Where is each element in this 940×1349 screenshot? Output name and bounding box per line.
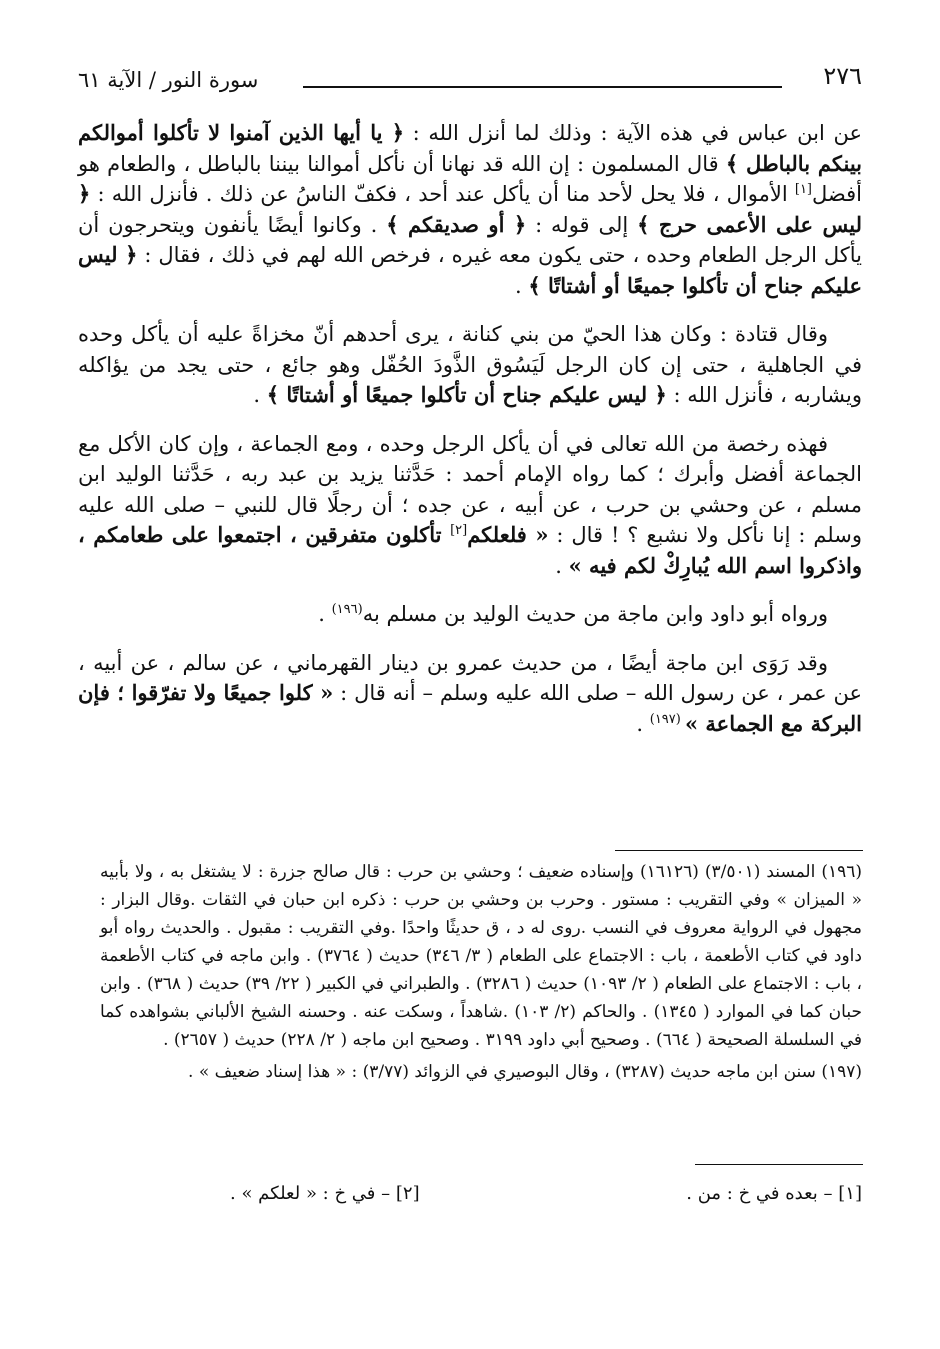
variant-note-1: [١] – بعده في خ : من . xyxy=(686,1183,862,1204)
variant-ref: [٢] xyxy=(450,523,468,538)
paragraph-3 xyxy=(78,429,862,582)
main-text xyxy=(78,118,862,757)
quran-quote: ﴿ أو صديقكم ﴾ xyxy=(386,211,527,237)
variant-note-2: [٢] – في خ : « لعلكم » . xyxy=(230,1183,420,1204)
paragraph-1 xyxy=(78,118,862,301)
hadith-quote: « كلوا جميعًا ولا تفرّقوا ؛ فإن البركة مع الجماعة » xyxy=(78,680,862,736)
text-run: . xyxy=(636,711,650,736)
text-run: فهذه رخصة من الله تعالى في أن يأكل الرجل وحده ، ومع الجماعة ، وإن كان الأكل مع الجماعة أفضل وأبرك ؛ كما رواه الإمام أحمد : حَدَّثنا يزيد بن عبد ربه ، حَدَّثنا الوليد ابن مسلم ، عن وحشي بن حرب ، عن أبيه ، عن جده ؛ أن رجلًا قال للنبي – صلى الله عليه وسلم : إنا نأكل ولا نشبع ؟ ! قال : xyxy=(78,431,863,547)
text-run: إلى قوله : xyxy=(526,212,638,237)
footnote-ref: (١٩٦) xyxy=(331,602,363,617)
page-header xyxy=(78,58,862,98)
footnote-ref: (١٩٧) xyxy=(649,711,685,727)
text-run: . xyxy=(555,553,569,578)
text-run: عن ابن عباس في هذه الآية : وذلك لما أنزل الله : xyxy=(404,121,863,145)
paragraph-2 xyxy=(78,319,862,411)
text-run: . xyxy=(253,383,267,407)
hadith-quote: « فلعلكم xyxy=(467,522,549,547)
header-rule xyxy=(303,86,782,88)
hadith-quote: تأكلون متفرقين ، اجتمعوا على طعامكم ، واذكروا اسم الله يُبارِكْ لكم فيه » xyxy=(78,522,862,578)
quran-quote: ﴿ يا أيها الذين آمنوا لا تأكلوا أموالكم بينكم بالباطل ﴾ xyxy=(78,120,862,176)
running-title: سورة النور / الآية ٦١ xyxy=(78,68,259,92)
footnotes-rule xyxy=(615,850,863,851)
quran-quote: ﴿ ليس على الأعمى حرج ﴾ xyxy=(78,181,862,237)
variants-rule xyxy=(695,1164,863,1165)
quran-quote: ﴿ ليس عليكم جناح أن تأكلوا جميعًا أو أشتاتًا ﴾ xyxy=(78,242,862,298)
footnotes xyxy=(100,858,862,1090)
text-run: . xyxy=(514,273,529,298)
quran-quote: ﴿ ليس عليكم جناح أن تأكلوا جميعًا أو أشتاتًا ﴾ xyxy=(266,382,667,407)
text-run: قال المسلمون : إن الله قد نهانا أن نأكل أموالنا بيننا بالباطل ، والطعام هو أفضل xyxy=(78,151,862,206)
variant-ref: [١] xyxy=(794,182,812,197)
text-run: وقال قتادة : وكان هذا الحيّ من بني كنانة ، يرى أحدهم أنّ مخزاةً عليه أن يأكل وحده في الجاهلية ، حتى إن كان الرجل لَيَسُوق الذَّودَ الحُفّل وهو جائع ، حتى يجد من يؤاكله ويشاربه ، فأنزل الله : xyxy=(78,322,862,407)
paragraph-4 xyxy=(78,599,862,630)
paragraph-5 xyxy=(78,648,862,740)
footnote-197: (١٩٧) سنن ابن ماجه حديث (٣٢٨٧) ، وقال البوصيري في الزوائد (٣/٧٧) : « هذا إسناد ضعيف » . xyxy=(188,1062,862,1082)
text-run: ورواه أبو داود وابن ماجة من حديث الوليد بن مسلم به xyxy=(362,602,828,626)
text-run: . xyxy=(318,602,332,626)
text-run: الأموال ، فلا يحل لأحد منا أن يأكل عند أحد ، فكفّ الناسُ عن ذلك . فأنزل الله : xyxy=(90,182,795,206)
footnote-196: (١٩٦) المسند (٣/٥٠١) (١٦١٢٦) وإسناده ضعيف ؛ وحشي بن حرب : قال صالح جزرة : لا يشتغل به ، ولا بأبيه « الميزان » وفي التقريب : مستور . وحرب بن وحشي بن حرب : ذكره ابن حبان في الثقات .وقال البزار : مجهول في الرواية معروف في النسب .روى له د ، ق حديثًا واحدًا .وفي التقريب : مقبول . والحديث رواه أبو داود في كتاب الأطعمة ، باب : الاجتماع على الطعام ( ٣/ ٣٤٦) حديث ( ٣٧٦٤) . وابن ماجه في كتاب الأطعمة ، باب : الاجتماع على الطعام ( ٢/ ١٠٩٣) حديث ( ٣٢٨٦) . والطبراني في الكبير ( ٢٢/ ٣٩) حديث ( ٣٦٨) . وابن حبان كما في الموارد ( ١٣٤٥) . والحاكم (٢/ ١٠٣) .شاهداً ، وسكت عنه . وحسنه الشيخ الألباني بشواهده كما في السلسلة الصحيحة ( ٦٦٤) . وصحيح أبي داود ٣١٩٩ . وصحيح ابن ماجه ( ٢/ ٢٢٨) حديث ( ٢٦٥٧) . xyxy=(100,862,863,1050)
page-number: ٢٧٦ xyxy=(823,62,862,90)
text-run: . وكانوا أيضًا يأنفون ويتحرجون أن يأكل الرجل الطعام وحده ، حتى يكون معه غيره ، فرخص الله لهم في ذلك ، فقال : xyxy=(78,212,863,267)
text-run: وقد رَوَى ابن ماجة أيضًا ، من حديث عمرو بن دينار القهرماني ، عن سالم ، عن أبيه ، عن عمر ، عن رسول الله – صلى الله عليه وسلم – أنه قال : xyxy=(78,650,862,705)
manuscript-variants xyxy=(230,1180,862,1208)
